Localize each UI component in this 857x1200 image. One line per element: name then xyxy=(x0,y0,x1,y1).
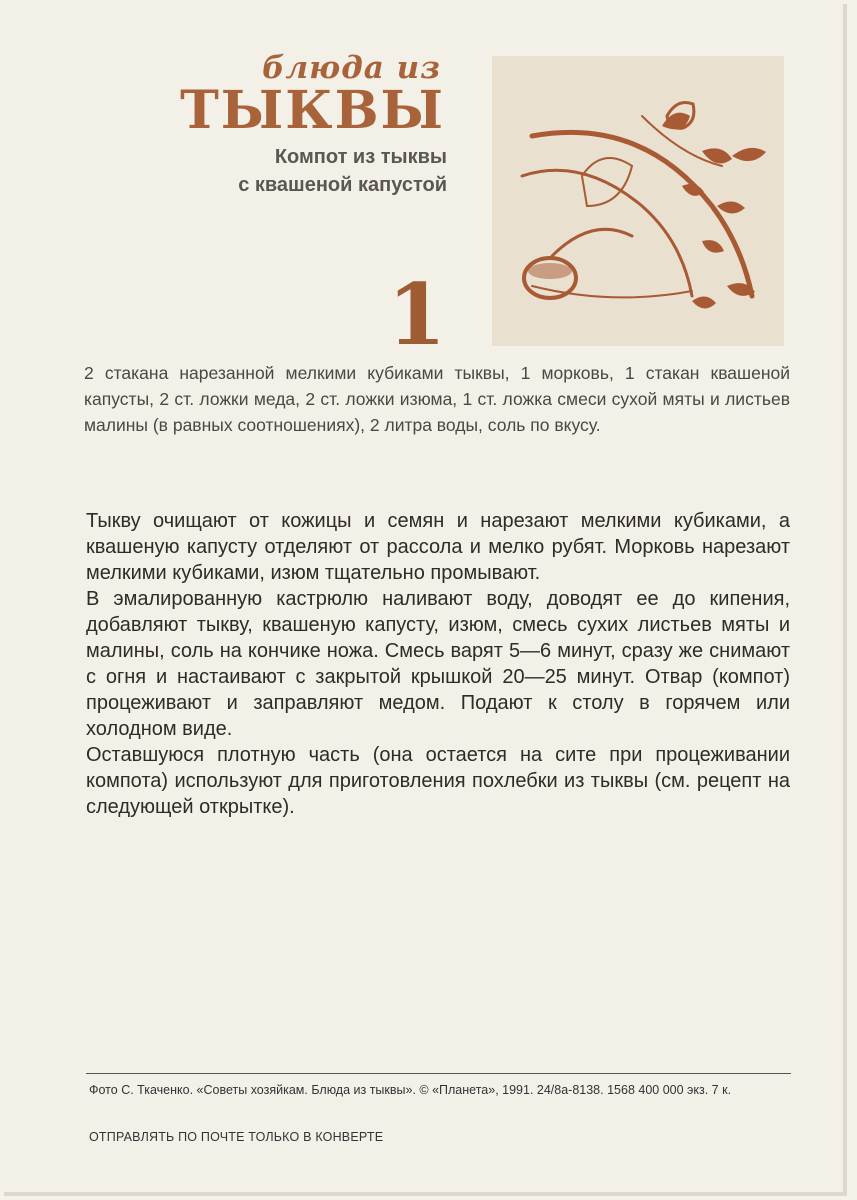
method-text xyxy=(86,508,790,820)
recipe-number: 1 xyxy=(387,265,446,364)
method-paragraph: Тыкву очищают от кожицы и семян и нарезают мелкими кубиками, а квашеную капусту отделяют от рассола и мелко рубят. Морковь нарезают мелкими кубиками, изюм тщательно промывают. xyxy=(86,510,790,584)
footer-divider xyxy=(86,1073,791,1074)
recipe-title xyxy=(238,143,447,199)
ingredients-text: 2 стакана нарезанной мелкими кубиками тыквы, 1 морковь, 1 стакан квашеной капусты, 2 ст. ложки меда, 2 ст. ложки изюма, 1 ст. ложка смеси сухой мяты и листьев малины (в равных соотношениях), 2 литра воды, соль по вкусу. xyxy=(84,363,790,435)
pumpkin-drawing-icon xyxy=(492,56,784,346)
series-label: блюда из xyxy=(262,50,441,86)
imprint-text: Фото С. Ткаченко. «Советы хозяйкам. Блюда из тыквы». © «Планета», 1991. 24/8а-8138. 1568 400 000 экз. 7 к. xyxy=(89,1083,732,1097)
pumpkin-illustration xyxy=(492,56,784,346)
main-title: ТЫКВЫ xyxy=(180,80,445,141)
recipe-title-line1: Компот из тыквы xyxy=(274,146,447,168)
postal-note: ОТПРАВЛЯТЬ ПО ПОЧТЕ ТОЛЬКО В КОНВЕРТЕ xyxy=(89,1130,384,1144)
recipe-title-line2: с квашеной капустой xyxy=(238,174,447,196)
method-paragraph: В эмалированную кастрюлю наливают воду, доводят ее до кипения, добавляют тыкву, квашеную капусту, изюм, смесь сухих листьев мяты и малины, соль на кончике ножа. Смесь варят 5—6 минут, сразу же снимают с огня и настаивают с закрытой крышкой 20—25 минут. Отвар (компот) процеживают и заправляют медом. Подают к столу в горячем или холодном виде. xyxy=(86,588,790,740)
method-paragraph: Оставшуюся плотную часть (она остается на сите при процеживании компота) используют для приготовления похлебки из тыквы (см. рецепт на следующей открытке). xyxy=(86,744,790,818)
